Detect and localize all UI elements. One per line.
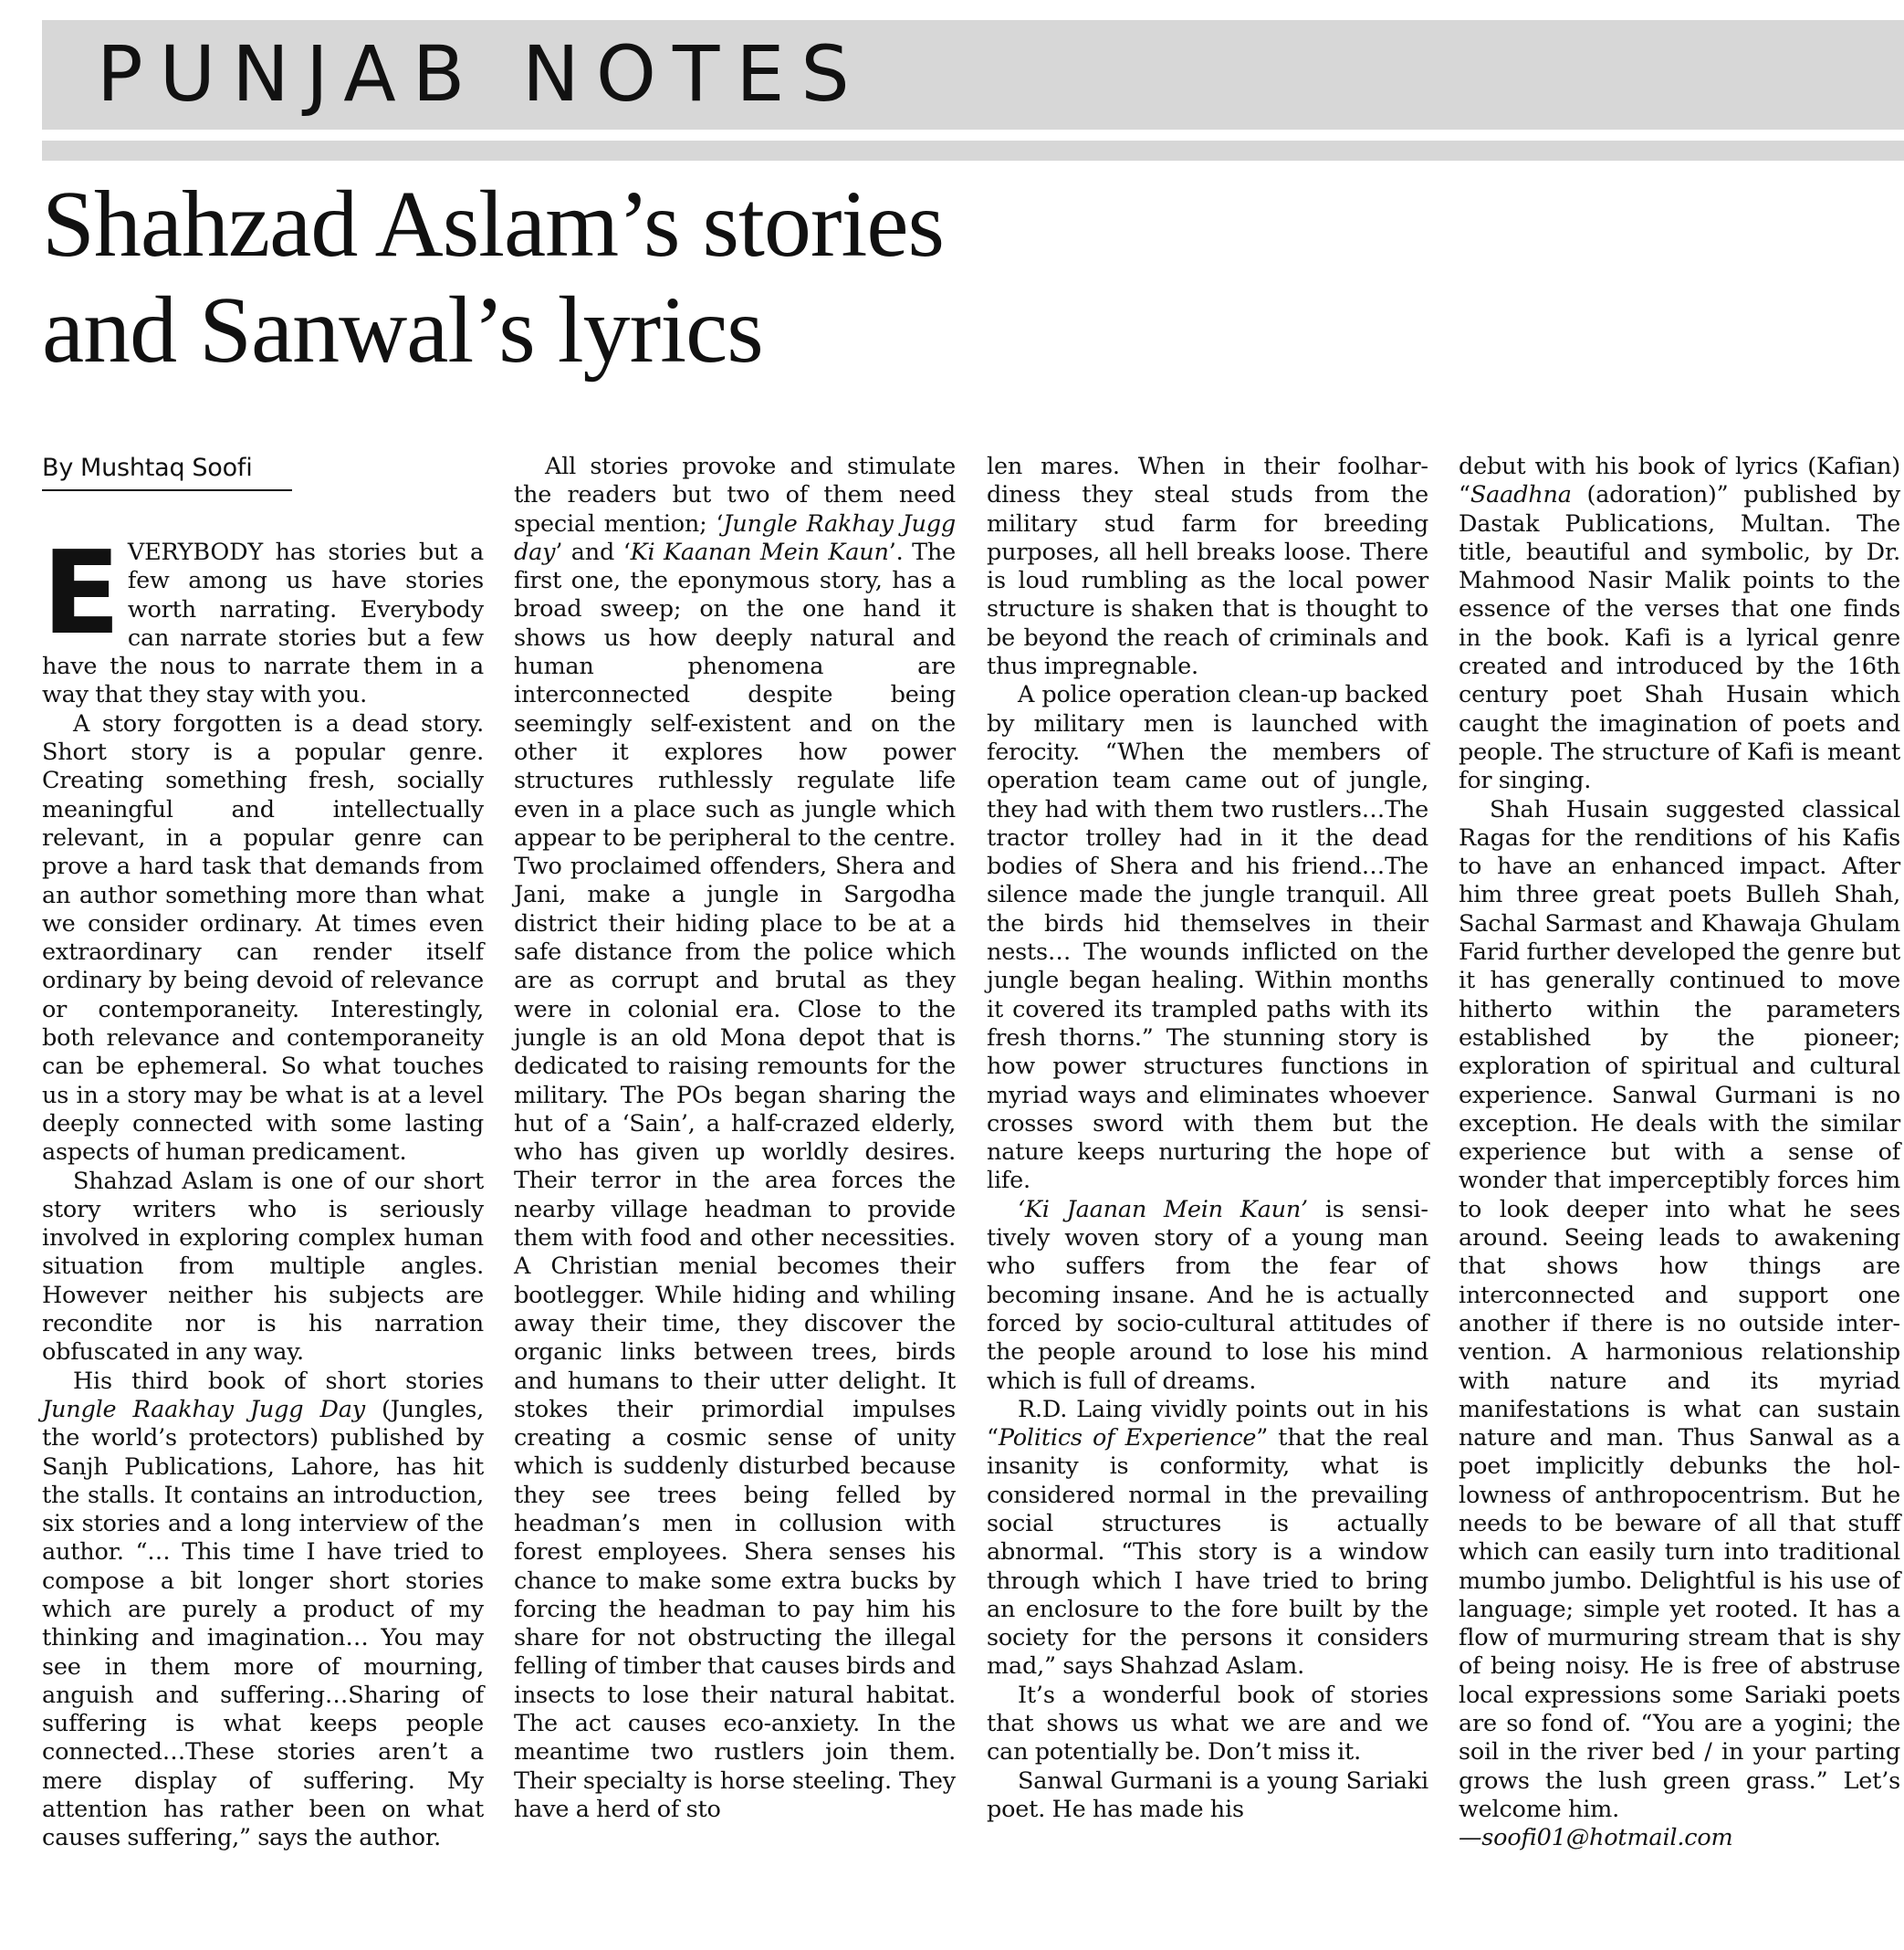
column-4 [1459, 453, 1900, 1853]
headline [42, 172, 1685, 383]
book-title: Saadhna [1470, 481, 1572, 509]
paragraph [1459, 453, 1900, 796]
book-title: Jungle Raakhay Jugg Day [42, 1395, 365, 1423]
text-run: ” that the real insanity is conformity, what is considered normal in the prevailing social structures is actually abnormal. “This story is a window through which I have tried to bring an enclosure to the fore built by the society for the persons it considers mad,” says Shahzad Aslam. [987, 1424, 1428, 1681]
text-run: His third book of short stories [73, 1367, 484, 1395]
paragraph: len mares. When in their foolhardiness they steal studs from the military stud farm for breeding purposes, all hell breaks loose. There is loud rumbling as the local power structure is shaken that is thought to be beyond the reach of criminals and thus impregnable. [987, 453, 1428, 681]
text-run: ’. The first one, the eponymous story, has a broad sweep; on the one hand it shows us how deeply natural and human phenomena are interconnected despite being seemingly self-existent and on the other it explores how power structures ruthlessly regulate life even in a place such as jungle which appear to be peripheral to the centre. Two proclaimed offenders, Shera and Jani, make a jungle in Sargodha district their hiding place to be at a safe distance from the police which are as corrupt and brutal as they were in colonial era. Close to the jungle is an old Mona depot that is dedicated to raising remounts for the military. The POs began sharing the hut of a ‘Sain’, a half-crazed elderly, who has given up worldly desires. Their terror in the area forces the nearby village headman to provide them with food and other necessities. A Christian menial becomes their bootlegger. While hiding and whiling away their time, they discover the organic links between trees, birds and humans to their utter delight. It stokes their primordial impulses creating a cosmic sense of unity which is suddenly disturbed because they see trees being felled by headman’s men in collusion with forest employees. Shera senses his chance to make some extra bucks by forcing the headman to pay him his share for not obstructing the illegal felling of timber that causes birds and insects to lose their natural habitat. The act causes eco-anxiety. In the meantime two rustlers join them. Their specialty is horse steeling. They have a herd of sto [514, 538, 956, 1823]
column-2 [514, 453, 956, 1824]
headline-line-2: and Sanwal’s lyrics [42, 278, 763, 383]
paragraph [987, 1396, 1428, 1682]
headline-line-1: Shahzad Aslam’s stories [42, 172, 945, 277]
column-1 [42, 453, 484, 1853]
text-run: (adoration)” published by Dastak Publications, Multan. The title, beautiful and symbolic, by Dr. Mahmood Nasir Malik points to the essence of the verses that one finds in the book. Kafi is a lyrical genre created and introduced by the 16th century poet Shah Husain which caught the imagination of poets and people. The structure of Kafi is meant for singing. [1459, 481, 1900, 795]
book-title: Politics of Experience [998, 1424, 1257, 1452]
section-banner [42, 20, 1904, 130]
paragraph: Sanwal Gurmani is a young Sariaki poet. He has made his [987, 1767, 1428, 1823]
text-run: ’ and ‘ [555, 538, 631, 566]
section-title: PUNJAB NOTES [97, 29, 866, 119]
paragraph: A story forgotten is a dead story. Short story is a popular genre. Creating something fresh, socially meaningful and intellectually relevant, in a popular genre can prove a hard task that demands from an author something more than what we consider ordinary. At times even extraordinary can render itself ordinary by being devoid of relevance or contemporaneity. Interestingly, both relevance and contemporaneity can be ephemeral. So what touches us in a story may be what is at a level deeply connected with some lasting aspects of human predicament. [42, 709, 484, 1167]
paragraph [42, 526, 484, 710]
text-run: debut with his book of lyrics (Kafian) “ [1459, 453, 1900, 509]
text-run: (Jungles, the world’s protectors) published by Sanjh Publications, Lahore, has hit the stalls. It contains an introduction, six stories and a long interview of the author. “… This time I have tried to compose a bit longer short stories which are purely a product of my thinking and imagination… You may see in them more of mourning, anguish and suffering…Sharing of suffering is what keeps people connected…These stories aren’t a mere display of suffering. My attention has rather been on what causes suffering,” says the author. [42, 1395, 484, 1852]
story-title: Ki Kaanan Mein Kaun [630, 538, 889, 566]
story-title: ‘Ki Jaanan Mein Kaun’ [1018, 1195, 1308, 1223]
paragraph: Shah Husain suggested classical Ragas for the renditions of his Kafis to have an enhanced impact. After him three great poets Bulleh Shah, Sachal Sarmast and Khawaja Ghulam Farid further developed the genre but it has generally continued to move hitherto within the parameters established by the pioneer; exploration of spiritual and cultural experience. Sanwal Gurmani is no exception. He deals with the similar experience but with a sense of wonder that imperceptibly forces him to look deeper into what he sees around. Seeing leads to awakening that shows how things are interconnected and support one another if there is no outside intervention. A harmonious relationship with nature and its myriad manifestations is what can sustain nature and man. Thus Sanwal as a poet implicitly debunks the hollowness of anthropocentrism. But he needs to be beware of all that stuff which can easily turn into traditional mumbo jumbo. Delightful is his use of language; simple yet rooted. It has a flow of murmuring stream that is shy of being noisy. He is free of abstruse local expressions some Sariaki poets are so fond of. “You are a yogini; the soil in the river bed / in your parting grows the lush green grass.” Let’s welcome him. [1459, 795, 1900, 1823]
author-email: —soofi01@hotmail.com [1459, 1824, 1733, 1852]
text-run: R.D. Laing vividly points out in his “ [987, 1395, 1428, 1452]
text-run: is sensitively woven story of a young man who suffers from the fear of becoming insane. And he is actually forced by socio-cultural attitudes of the people around to lose his mind which is full of dreams. [987, 1195, 1429, 1395]
paragraph-text: VERYBODY has stories but a few among us have stories worth narrating. Everybody can narrate stories but a few have the nous to narrate them in a way that they stay with you. [42, 539, 484, 709]
paragraph: A police operation clean-up backed by military men is launched with ferocity. “When the members of operation team came out of jungle, they had with them two rustlers…The tractor trolley had in it the dead bodies of Shera and his friend…The silence made the jungle tranquil. All the birds hid themselves in their nests… The wounds inflicted on the jungle began healing. Within months it covered its trampled paths with its fresh thorns.” The stunning story is how power structures functions in myriad ways and eliminates whoever crosses sword with them but the nature keeps nurturing the hope of life. [987, 681, 1428, 1195]
drop-cap: E [42, 526, 120, 660]
paragraph [42, 1368, 484, 1853]
text-run: All stories provoke and stimulate the readers but two of them need special mention; ‘ [514, 453, 956, 538]
banner-rule [42, 141, 1904, 161]
paragraph: It’s a wonderful book of stories that shows us what we are and we can potentially be. Don’t miss it. [987, 1681, 1428, 1767]
story-title: Jungle Rakhay Jugg day [514, 509, 956, 566]
paragraph: Shahzad Aslam is one of our short story writers who is seriously involved in exploring complex human situation from multiple angles. However neither his subjects are recondite nor is his narration obfuscated in any way. [42, 1167, 484, 1367]
column-3 [987, 453, 1428, 1824]
byline: By Mushtaq Soofi [42, 453, 292, 491]
paragraph [514, 453, 956, 1824]
paragraph [987, 1196, 1428, 1396]
